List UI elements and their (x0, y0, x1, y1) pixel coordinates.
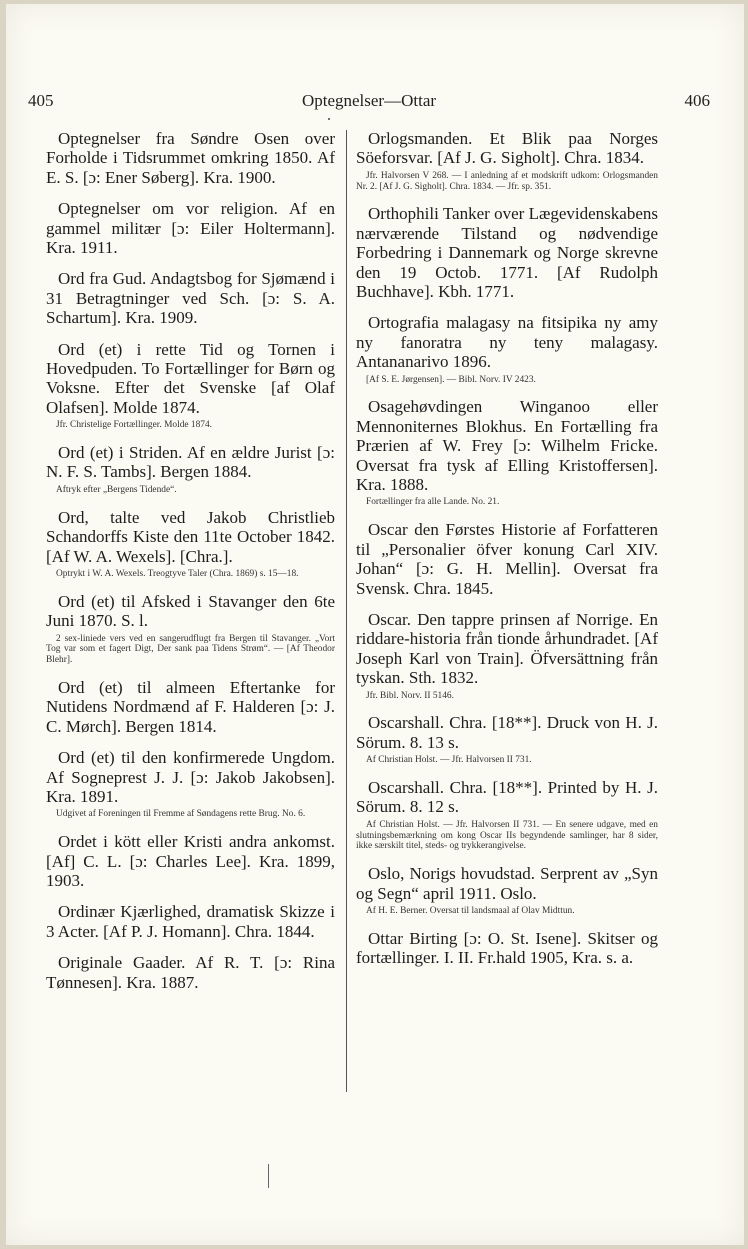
entry-text: Ord fra Gud. Andagtsbog for Sjømænd i 31 Betragtninger ved Sch. [ɔ: S. A. Schartum]. Kra. 1909. (46, 269, 335, 328)
entry-note: Af H. E. Berner. Oversat til landsmaal af Olav Midttun. (366, 905, 575, 916)
entry (46, 443, 335, 496)
entry (46, 832, 335, 890)
print-speck (328, 118, 330, 120)
left-column (46, 129, 335, 1004)
entry-text: Oscarshall. Chra. [18**]. Printed by H. J. Sörum. 8. 12 s. (356, 777, 658, 817)
entry (46, 340, 335, 431)
entry (46, 592, 335, 666)
entry-text: Ord (et) til almeen Eftertanke for Nutidens Nordmænd af F. Halderen [ɔ: J. C. Mørch]. Bergen 1814. (46, 677, 335, 736)
entry-text: Ord (et) i Striden. Af en ældre Jurist [ɔ: N. F. S. Tambs]. Bergen 1884. (46, 443, 335, 482)
entry (356, 610, 658, 701)
entry-text: Ord (et) til Afsked i Stavanger den 6te Juni 1870. S. l. (46, 591, 335, 631)
entry-text: Oslo, Norigs hovudstad. Serprent av „Syn og Segn“ april 1911. Oslo. (356, 864, 658, 903)
entry (46, 953, 335, 992)
entry-note: Optrykt i W. A. Wexels. Treogtyve Taler (Chra. 1869) s. 15—18. (56, 568, 299, 579)
entry (46, 199, 335, 257)
column-divider (346, 130, 347, 1092)
entry-note: [Af S. E. Jørgensen]. — Bibl. Norv. IV 2423. (366, 374, 536, 385)
entry-text: Optegnelser fra Søndre Osen over Forholde i Tidsrummet omkring 1850. Af E. S. [ɔ: Ener Søberg]. Kra. 1900. (46, 129, 335, 187)
entry-text: Ord, talte ved Jakob Christlieb Schandorffs Kiste den 11te October 1842. [Af W. A. Wexels]. [Chra.]. (46, 507, 335, 566)
entry (46, 129, 335, 187)
entry (356, 313, 658, 385)
entry-text: Orthophili Tanker over Lægevidenskabens nærværende Tilstand og nødvendige Forbedring i Dannemark og Norge skrevne den 19 Octob. 1771. [Af Rudolph Buchhave]. Kbh. 1771. (356, 204, 658, 302)
entry-note: 2 sex-liniede vers ved en sangerudflugt fra Bergen til Stavanger. „Vort Tog var som et fagert Digt, Der sank paa Tidens Strøm“. — [Af Theodor Blehr]. (46, 633, 335, 666)
left-page-number: 405 (28, 91, 54, 110)
entry-text: Ottar Birting [ɔ: O. St. Isene]. Skitser og fortællinger. I. II. Fr.hald 1905, Kra. s. a. (356, 928, 658, 968)
entry (356, 204, 658, 301)
right-column (356, 129, 658, 980)
entry (356, 397, 658, 508)
entry-text: Oscar den Førstes Historie af Forfatteren til „Personalier öfver konung Carl XIV. Johan“ [ɔ: G. H. Mellin]. Oversat fra Svensk. Chra. 1845. (356, 520, 658, 598)
entry-note: Af Christian Holst. — Jfr. Halvorsen II 731. (366, 755, 532, 766)
entry-text: Ord (et) i rette Tid og Tornen i Hovedpuden. To Fortællinger for Børn og Voksne. Efter det Svenske [af Olaf Olafsen]. Molde 1874. (46, 339, 335, 417)
running-header (28, 91, 710, 113)
entry (356, 929, 658, 968)
entry (46, 269, 335, 327)
entry-note: Jfr. Christelige Fortællinger. Molde 1874. (56, 420, 212, 431)
entry (356, 778, 658, 852)
entry (356, 520, 658, 598)
entry-text: Ordet i kött eller Kristi andra ankomst. [Af] C. L. [ɔ: Charles Lee]. Kra. 1899, 1903. (46, 832, 335, 890)
running-title: Optegnelser—Ottar (301, 91, 437, 110)
entry-text: Orlogsmanden. Et Blik paa Norges Söeforsvar. [Af J. G. Sigholt]. Chra. 1834. (356, 129, 658, 168)
entry-note: Jfr. Halvorsen V 268. — I anledning af et modskrift udkom: Orlogsmanden Nr. 2. [Af J. G. Sigholt]. Chra. 1834. — Jfr. sp. 351. (356, 170, 658, 192)
entry (356, 864, 658, 917)
entry-note: Udgivet af Foreningen til Fremme af Søndagens rette Brug. No. 6. (56, 809, 306, 820)
entry-note: Jfr. Bibl. Norv. II 5146. (366, 690, 454, 701)
entry-text: Ordinær Kjærlighed, dramatisk Skizze i 3 Acter. [Af P. J. Homann]. Chra. 1844. (46, 902, 335, 941)
entry-text: Oscarshall. Chra. [18**]. Druck von H. J. Sörum. 8. 13 s. (356, 713, 658, 752)
entry-note: Af Christian Holst. — Jfr. Halvorsen II 731. — En senere udgave, med en slutningsbemærkning om kong Oscar IIs begyndende samlinger, har 8 sider, ikke særskilt titel, steds- og trykkerangivelse. (356, 819, 658, 852)
entry-note: Aftryk efter „Bergens Tidende“. (56, 484, 177, 495)
entry-note: Fortællinger fra alle Lande. No. 21. (366, 497, 500, 508)
entry-text: Optegnelser om vor religion. Af en gammel militær [ɔ: Eiler Holtermann]. Kra. 1911. (46, 199, 335, 258)
entry (356, 713, 658, 766)
print-mark (268, 1164, 269, 1188)
entry-text: Ortografia malagasy na fitsipika ny amy ny fanoratra ny teny malagasy. Antananarivo 1896. (356, 313, 658, 372)
entry-text: Originale Gaader. Af R. T. [ɔ: Rina Tønnesen]. Kra. 1887. (46, 953, 335, 992)
right-page-number: 406 (684, 91, 710, 110)
entry (46, 508, 335, 580)
entry (46, 902, 335, 941)
entry (356, 129, 658, 192)
entry (46, 748, 335, 820)
entry-text: Oscar. Den tappre prinsen af Norrige. En riddare-historia från tionde århundradet. [Af Joseph Karl von Train]. Öfversättning från tyskan. Sth. 1832. (356, 609, 658, 688)
entry (46, 678, 335, 736)
book-page (6, 4, 744, 1245)
entry-text: Ord (et) til den konfirmerede Ungdom. Af Sogneprest J. J. [ɔ: Jakob Jakobsen]. Kra. 1891. (46, 748, 335, 806)
entry-text: Osagehøvdingen Winganoo eller Mennoniternes Blokhus. En Fortælling fra Prærien af W. Frey [ɔ: Wilhelm Fricke. Oversat fra tysk af Elling Kristoffersen]. Kra. 1888. (356, 397, 658, 495)
